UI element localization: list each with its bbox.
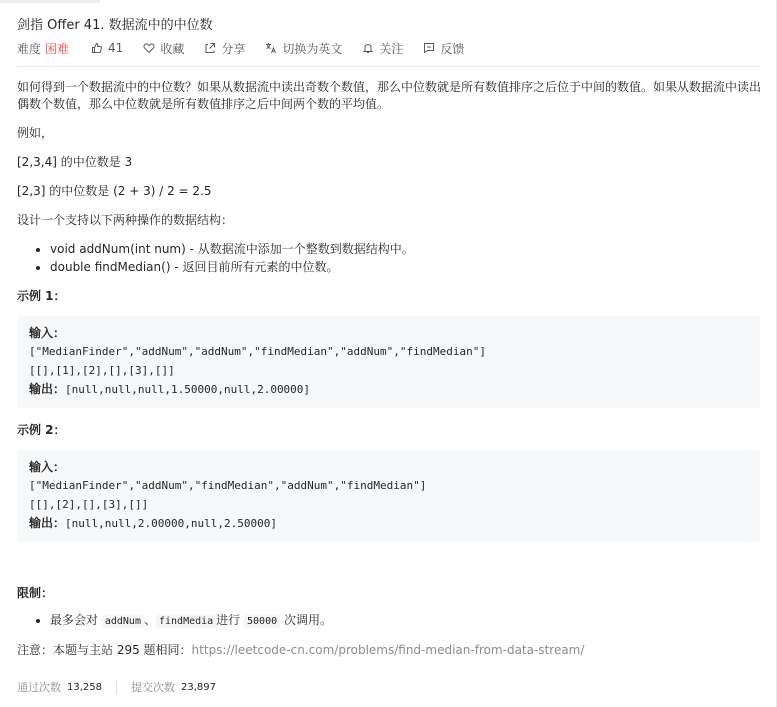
example-1-output: [null,null,null,1.50000,null,2.00000] (65, 383, 311, 396)
code-call-count: 50000 (244, 615, 280, 628)
example-1-title: 示例 1： (17, 289, 66, 303)
example-1-input-ops: ["MedianFinder","addNum","addNum","findMedian","addNum","findMedian"] (29, 345, 486, 358)
stats-divider (116, 680, 117, 694)
like-count: 41 (108, 41, 124, 55)
problem-meta-bar (17, 39, 484, 57)
design-requirement: 设计一个支持以下两种操作的数据结构： (17, 213, 234, 227)
example-2-output-label: 输出： (29, 516, 66, 530)
feedback-icon (423, 42, 435, 54)
header-divider (17, 66, 760, 67)
code-find-median: findMedia (156, 615, 216, 628)
note-line (17, 642, 584, 659)
code-add-num: addNum (102, 615, 144, 628)
accepted-label: 通过次数 (17, 681, 61, 694)
limit-suffix: 次调用。 (283, 613, 332, 627)
switch-language-button[interactable] (265, 40, 342, 57)
difficulty-label: 难度 (17, 41, 42, 56)
limit-middle: 进行 (216, 613, 241, 627)
example-1-output-label: 输出： (29, 382, 66, 396)
operation-find-median: • double findMedian() - 返回目前所有元素的中位数。 (50, 258, 414, 276)
example-2-input-ops: ["MedianFinder","addNum","findMedian","addNum","findMedian"] (29, 479, 427, 492)
like-button[interactable] (91, 41, 123, 55)
example-1-input-args: [[],[1],[2],[],[3],[]] (29, 364, 175, 377)
limits-list (17, 611, 332, 631)
favorite-label: 收藏 (160, 41, 185, 56)
note-text: 注意：本题与主站 295 题相同： (17, 643, 192, 657)
example-2-code-block (17, 450, 760, 542)
follow-button[interactable] (362, 40, 403, 57)
median-example-even: [2,3] 的中位数是 (2 + 3) / 2 = 2.5 (17, 184, 212, 198)
top-tab-strip (0, 0, 100, 3)
difficulty-badge: 困难 (45, 41, 70, 56)
example-2-output: [null,null,2.00000,null,2.50000] (65, 517, 277, 530)
bell-icon (362, 42, 374, 54)
accepted-count: 13,258 (67, 681, 102, 693)
median-example-odd: [2,3,4] 的中位数是 3 (17, 155, 133, 169)
operation-add-num: • void addNum(int num) - 从数据流中添加一个整数到数据结构中。 (50, 240, 414, 258)
limit-separator: 、 (143, 613, 156, 627)
feedback-button[interactable] (423, 40, 464, 57)
original-problem-link[interactable]: https://leetcode-cn.com/problems/find-median-from-data-stream/ (191, 643, 585, 657)
heart-icon (143, 42, 155, 54)
example-2-input-args: [[],[2],[],[3],[]] (29, 498, 149, 511)
operations-list (17, 240, 414, 276)
submission-stats (17, 679, 216, 695)
example-1-code-block (17, 316, 760, 408)
switch-language-label: 切换为英文 (282, 41, 343, 56)
problem-description: 如何得到一个数据流中的中位数？如果从数据流中读出奇数个数值，那么中位数就是所有数值排序之后位于中间的数值。如果从数据流中读出偶数个数值，那么中位数就是所有数值排序之后中间两个数的平均值。 (17, 80, 762, 111)
submitted-label: 提交次数 (131, 681, 175, 694)
problem-title: 剑指 Offer 41. 数据流中的中位数 (17, 18, 213, 33)
example-1-input-label: 输入： (29, 326, 66, 340)
limit-item (50, 611, 332, 631)
example-2-input-label: 输入： (29, 460, 66, 474)
translate-icon (265, 42, 277, 54)
follow-label: 关注 (379, 41, 404, 56)
share-icon (204, 42, 216, 54)
limits-title: 限制： (17, 586, 54, 600)
share-button[interactable] (204, 40, 245, 57)
example-2-title: 示例 2： (17, 423, 66, 437)
submitted-count: 23,897 (181, 681, 216, 693)
limit-prefix: 最多会对 (50, 613, 99, 627)
thumbs-up-icon (91, 42, 103, 54)
favorite-button[interactable] (143, 40, 184, 57)
share-label: 分享 (221, 41, 246, 56)
example-intro: 例如， (17, 126, 54, 140)
feedback-label: 反馈 (440, 41, 465, 56)
